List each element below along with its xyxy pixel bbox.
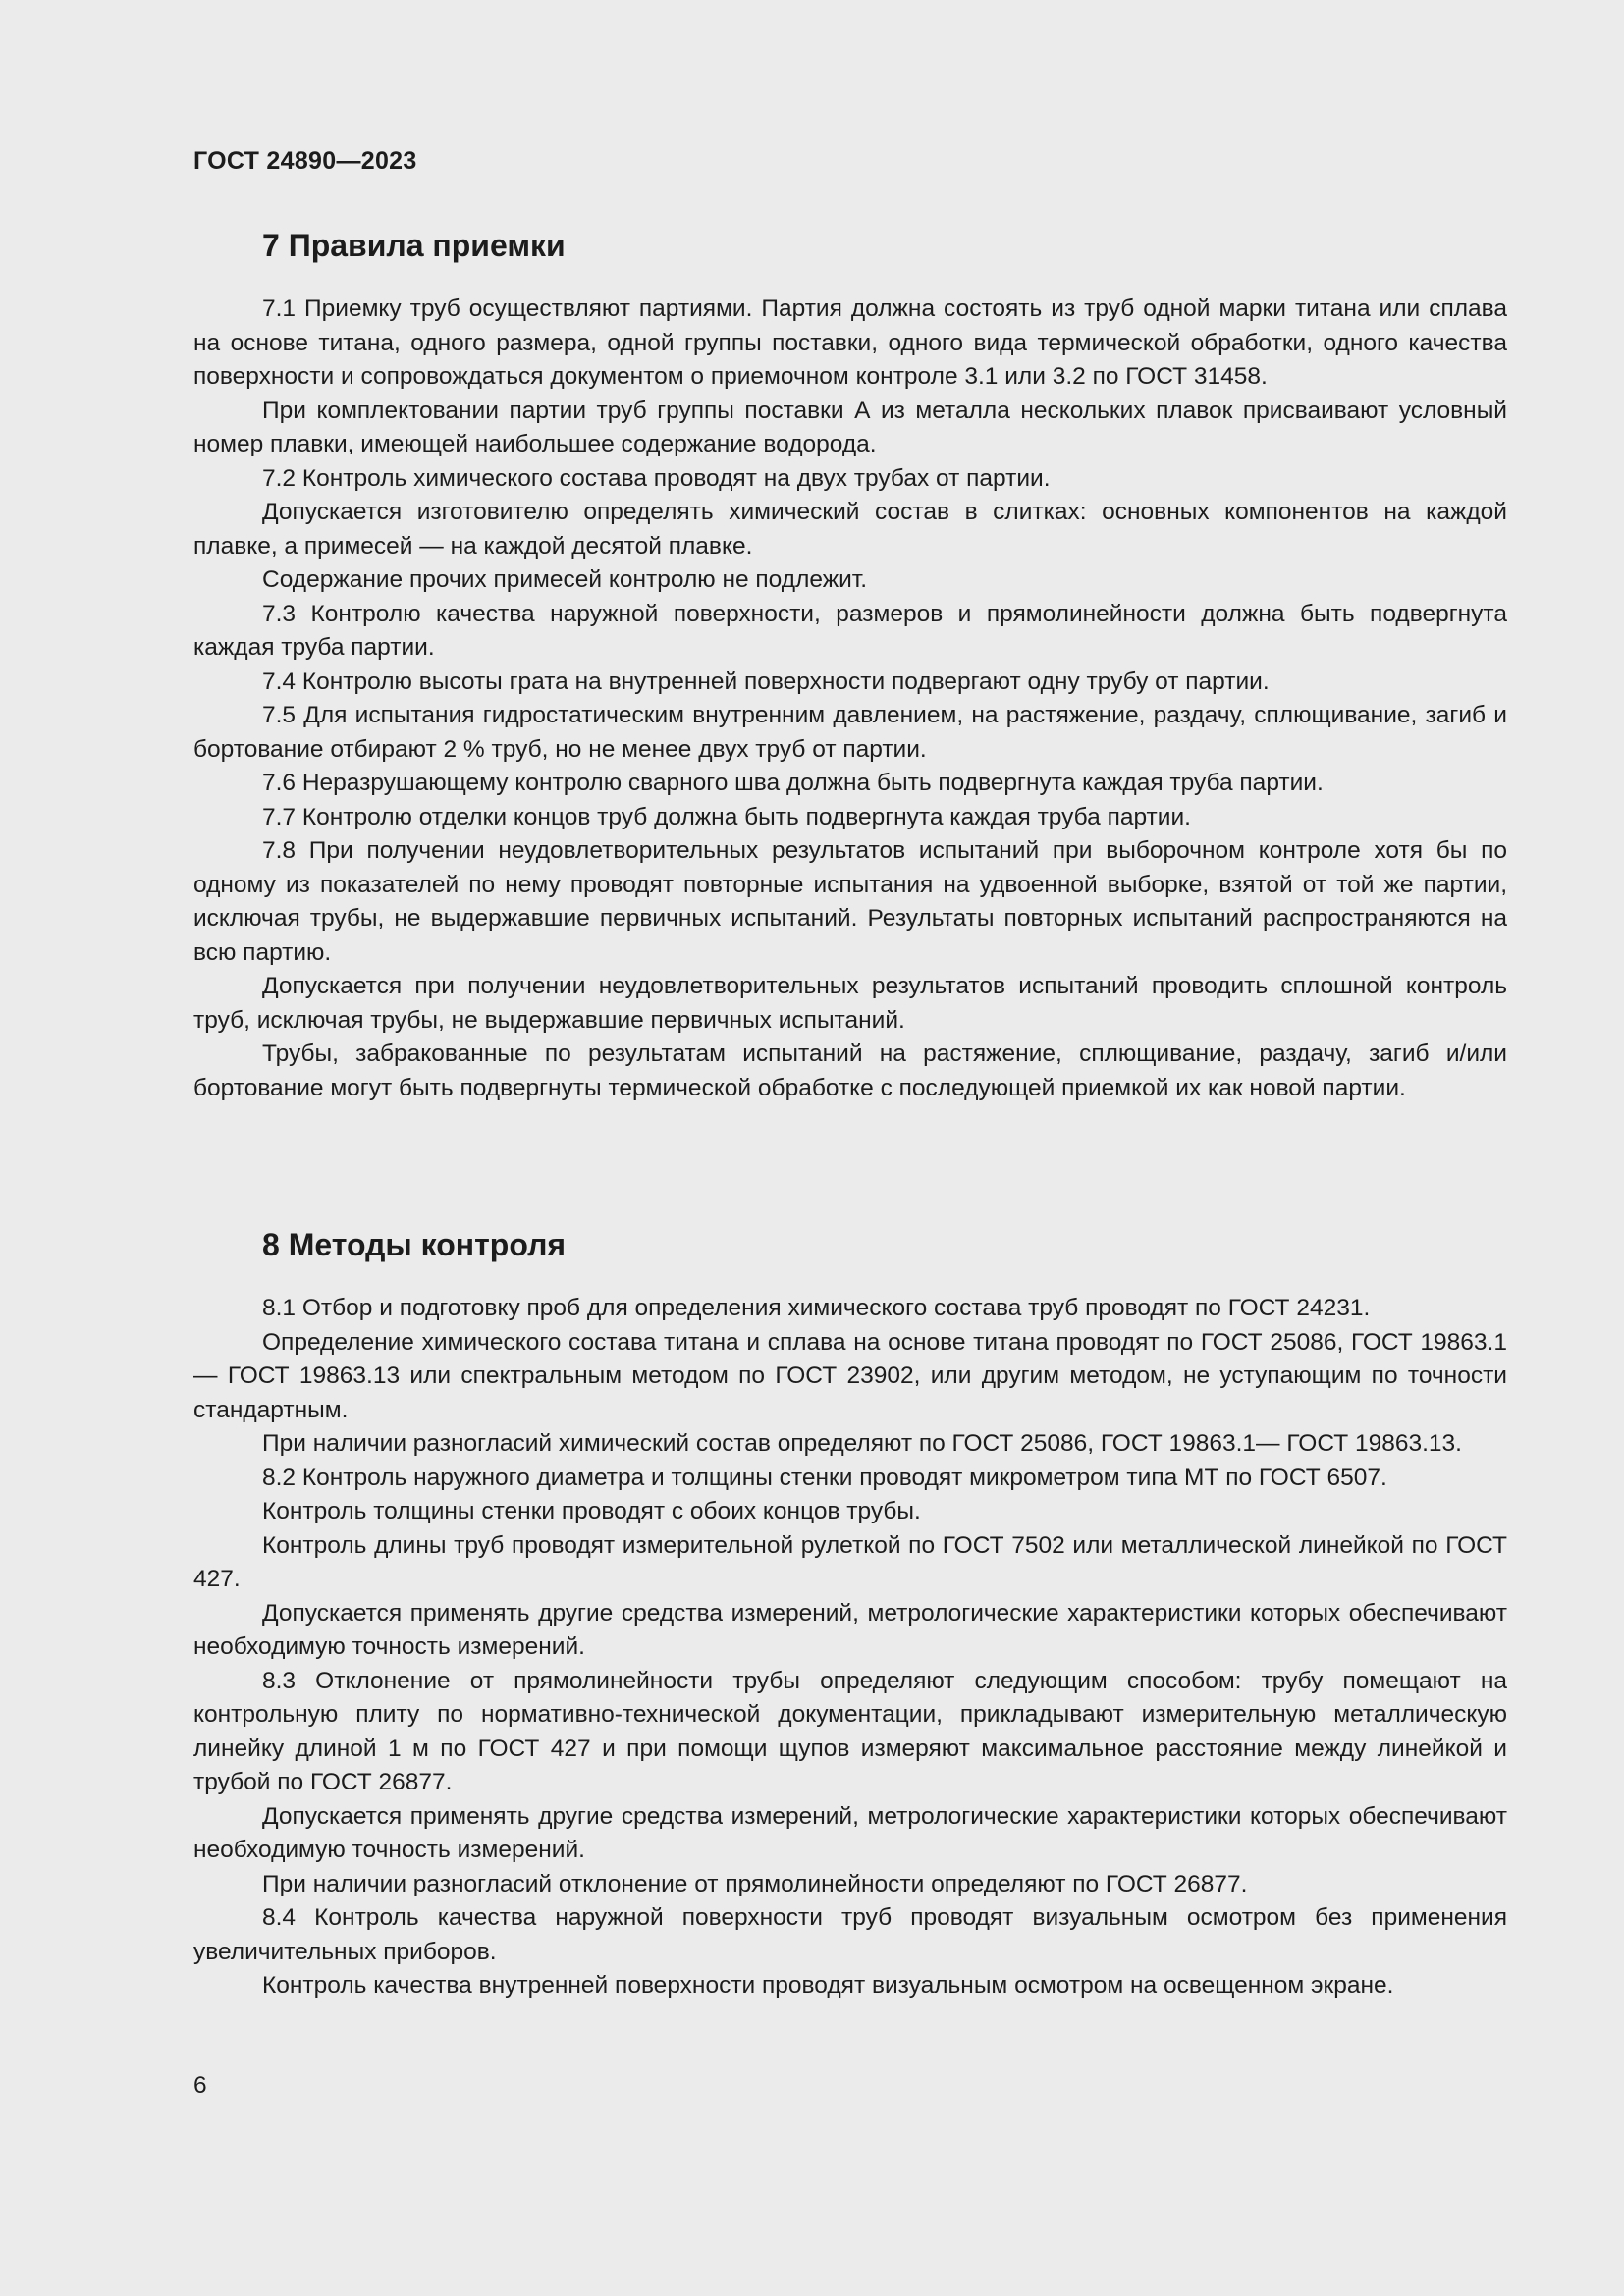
paragraph-7-1: 7.1 Приемку труб осуществляют партиями. Партия должна состоять из труб одной марки титана или сплава на основе титана, одного размера, одной группы поставки, одного вида термической обработки, одного качества поверхности и сопровождаться документом о приемочном контроле 3.1 или 3.2 по ГОСТ 31458. bbox=[193, 295, 1507, 390]
paragraph-8-2-c: Контроль длины труб проводят измерительной рулеткой по ГОСТ 7502 или металлической линейкой по ГОСТ 427. bbox=[193, 1531, 1507, 1592]
paragraph-8-2-d: Допускается применять другие средства измерений, метрологические характеристики которых обеспечивают необходимую точность измерений. bbox=[193, 1599, 1507, 1660]
section-acceptance-rules bbox=[193, 222, 1507, 1105]
paragraph-7-4: 7.4 Контролю высоты грата на внутренней поверхности подвергают одну трубу от партии. bbox=[262, 667, 1270, 695]
paragraph-7-3: 7.3 Контролю качества наружной поверхности, размеров и прямолинейности должна быть подвергнута каждая труба партии. bbox=[193, 600, 1507, 661]
paragraph-8-4: 8.4 Контроль качества наружной поверхности труб проводят визуальным осмотром без применения увеличительных приборов. bbox=[193, 1904, 1507, 1965]
paragraph-7-6: 7.6 Неразрушающему контролю сварного шва должна быть подвергнута каждая труба партии. bbox=[262, 770, 1324, 796]
paragraph-7-2-b: Допускается изготовителю определять химический состав в слитках: основных компонентов на каждой плавке, а примесей — на каждой десятой плавке. bbox=[193, 499, 1507, 560]
paragraph-7-1-b: При комплектовании партии труб группы поставки А из металла нескольких плавок присваивают условный номер плавки, имеющей наибольшее содержание водорода. bbox=[193, 397, 1507, 457]
paragraph-8-1: 8.1 Отбор и подготовку проб для определения химического состава труб проводят по ГОСТ 24231. bbox=[262, 1295, 1371, 1321]
section-control-methods bbox=[193, 1221, 1507, 2003]
paragraph-7-7: 7.7 Контролю отделки концов труб должна быть подвергнута каждая труба партии. bbox=[262, 803, 1191, 830]
paragraph-8-3: 8.3 Отклонение от прямолинейности трубы определяют следующим способом: трубу помещают на контрольную плиту по нормативно-технической документации, прикладывают измерительную металлическую линейку длиной 1 м по ГОСТ 427 и при помощи щупов измеряют максимальное расстояние между линейкой и трубой по ГОСТ 26877. bbox=[193, 1667, 1507, 1795]
paragraph-8-2-b: Контроль толщины стенки проводят с обоих концов трубы. bbox=[262, 1498, 921, 1524]
document-header: ГОСТ 24890—2023 bbox=[193, 147, 417, 175]
paragraph-7-8: 7.8 При получении неудовлетворительных результатов испытаний при выборочном контроле хотя бы по одному из показателей по нему проводят повторные испытания на удвоенной выборке, взятой от той же партии, исключая трубы, не выдержавшие первичных испытаний. Результаты повторных испытаний распространяются на всю партию. bbox=[193, 837, 1507, 966]
section-title: 7 Правила приемки bbox=[262, 228, 566, 263]
paragraph-7-8-b: Допускается при получении неудовлетворительных результатов испытаний проводить сплошной контроль труб, исключая трубы, не выдержавшие первичных испытаний. bbox=[193, 973, 1507, 1034]
paragraph-8-4-b: Контроль качества внутренней поверхности проводят визуальным осмотром на освещенном экране. bbox=[262, 1972, 1394, 1999]
paragraph-8-1-b: Определение химического состава титана и сплава на основе титана проводят по ГОСТ 25086, ГОСТ 19863.1 — ГОСТ 19863.13 или спектральным методом по ГОСТ 23902, или другим методом, не уступающим по точности стандартным. bbox=[193, 1328, 1507, 1423]
paragraph-8-2: 8.2 Контроль наружного диаметра и толщины стенки проводят микрометром типа МТ по ГОСТ 6507. bbox=[262, 1464, 1387, 1491]
paragraph-8-1-c: При наличии разногласий химический состав определяют по ГОСТ 25086, ГОСТ 19863.1— ГОСТ 19863.13. bbox=[262, 1430, 1462, 1457]
paragraph-8-3-c: При наличии разногласий отклонение от прямолинейности определяют по ГОСТ 26877. bbox=[262, 1870, 1248, 1897]
paragraph-8-3-b: Допускается применять другие средства измерений, метрологические характеристики которых обеспечивают необходимую точность измерений. bbox=[193, 1802, 1507, 1863]
document-page bbox=[193, 0, 1507, 2296]
section-title: 8 Методы контроля bbox=[262, 1227, 567, 1262]
paragraph-7-2-c: Содержание прочих примесей контролю не подлежит. bbox=[262, 566, 868, 593]
paragraph-7-8-c: Трубы, забракованные по результатам испытаний на растяжение, сплющивание, раздачу, загиб и/или бортование могут быть подвергнуты термической обработке с последующей приемкой их как новой партии. bbox=[193, 1041, 1507, 1101]
paragraph-7-2: 7.2 Контроль химического состава проводят на двух трубах от партии. bbox=[262, 464, 1051, 492]
page-number: 6 bbox=[193, 2072, 207, 2099]
paragraph-7-5: 7.5 Для испытания гидростатическим внутренним давлением, на растяжение, раздачу, сплющивание, загиб и бортование отбирают 2 % труб, но не менее двух труб от партии. bbox=[193, 702, 1507, 763]
